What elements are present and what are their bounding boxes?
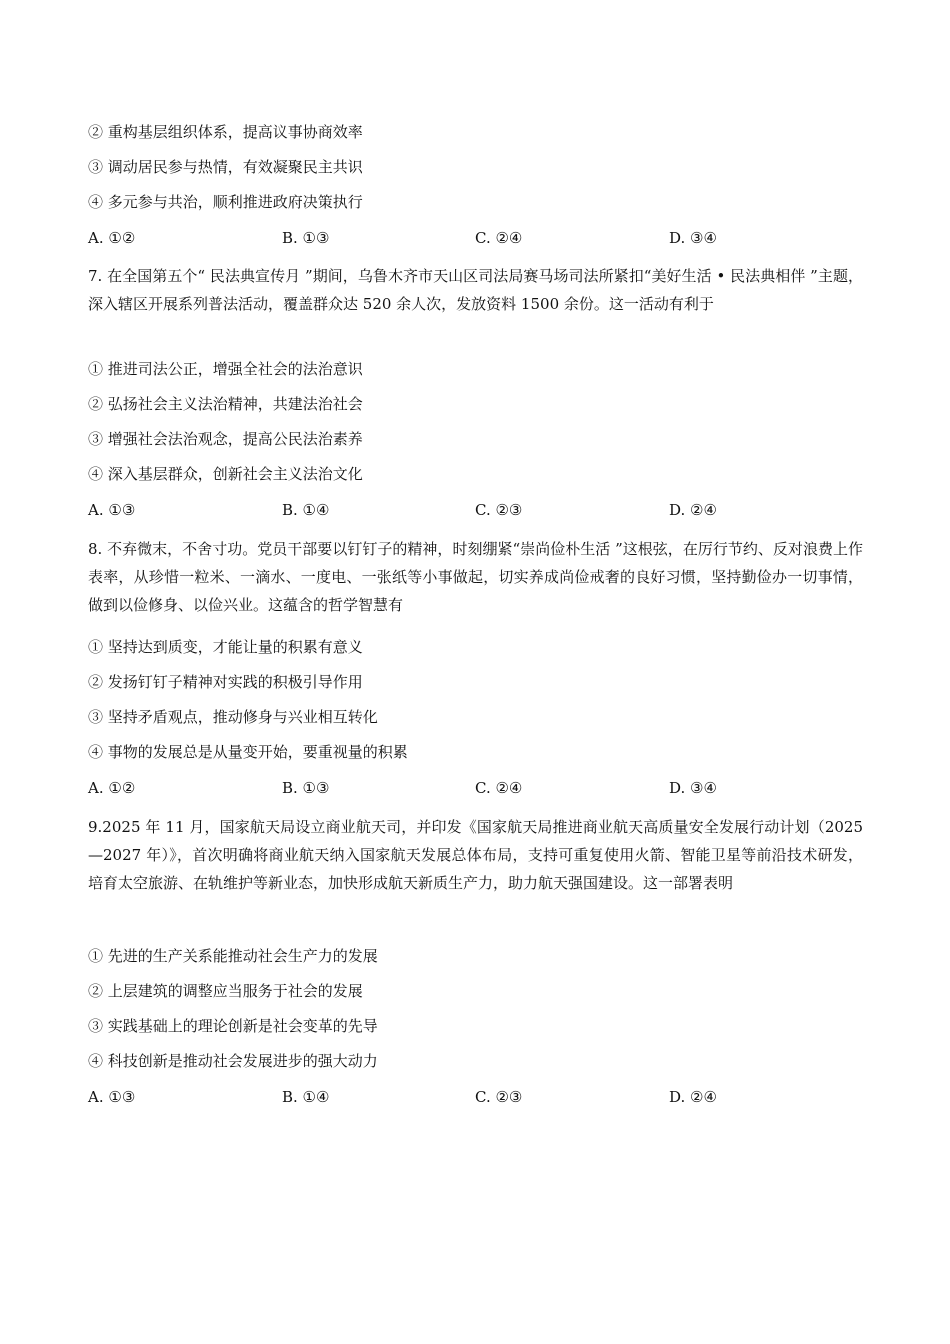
q9-item-4: ④ 科技创新是推动社会发展进步的强大动力 [88, 1052, 378, 1070]
q7-options [88, 500, 868, 520]
q6-item-2: ② 重构基层组织体系，提高议事协商效率 [88, 123, 363, 141]
q8-option-d: D. ③④ [669, 779, 717, 797]
q9-stem: 9.2025 年 11 月，国家航天局设立商业航天司，并印发《国家航天局推进商业航天高质量安全发展行动计划（2025—2027 年）》，首次明确将商业航天纳入国家航天发展总体布局，支持可重复使用火箭、智能卫星等前沿技术研发，培育太空旅游、在轨维护等新业态，加快形成航天新质生产力，助力航天强国建设。这一部署表明 [88, 818, 863, 892]
q7-option-c: C. ②③ [475, 501, 523, 519]
q7-stem: 7. 在全国第五个“ 民法典宣传月 ”期间，乌鲁木齐市天山区司法局赛马场司法所紧扣“美好生活 • 民法典相伴 ”主题，深入辖区开展系列普法活动，覆盖群众达 520 余人次，发放资料 1500 余份。这一活动有利于 [88, 267, 863, 313]
q8-stem: 8. 不弃微末，不舍寸功。党员干部要以钉钉子的精神，时刻绷紧“崇尚俭朴生活 ”这根弦，在厉行节约、反对浪费上作表率，从珍惜一粒米、一滴水、一度电、一张纸等小事做起，切实养成尚俭戒奢的良好习惯，坚持勤俭办一切事情，做到以俭修身、以俭兴业。这蕴含的哲学智慧有 [88, 540, 863, 614]
q6-option-b: B. ①③ [282, 229, 330, 247]
q9-item-2: ② 上层建筑的调整应当服务于社会的发展 [88, 982, 363, 1000]
q6-option-c: C. ②④ [475, 229, 523, 247]
q8-item-3: ③ 坚持矛盾观点，推动修身与兴业相互转化 [88, 708, 378, 726]
q7-item-2: ② 弘扬社会主义法治精神，共建法治社会 [88, 395, 363, 413]
q7-item-4: ④ 深入基层群众，创新社会主义法治文化 [88, 465, 363, 483]
q8-item-1: ① 坚持达到质变，才能让量的积累有意义 [88, 638, 363, 656]
q9-item-1: ① 先进的生产关系能推动社会生产力的发展 [88, 947, 378, 965]
q9-option-b: B. ①④ [282, 1088, 330, 1106]
q8-option-a: A. ①② [88, 779, 136, 797]
q7-item-1: ① 推进司法公正，增强全社会的法治意识 [88, 360, 363, 378]
q6-item-3: ③ 调动居民参与热情，有效凝聚民主共识 [88, 158, 363, 176]
q8-options [88, 778, 868, 798]
q7-option-d: D. ②④ [669, 501, 717, 519]
q6-option-d: D. ③④ [669, 229, 717, 247]
q6-item-4: ④ 多元参与共治，顺利推进政府决策执行 [88, 193, 363, 211]
q9-item-3: ③ 实践基础上的理论创新是社会变革的先导 [88, 1017, 378, 1035]
q7-item-3: ③ 增强社会法治观念，提高公民法治素养 [88, 430, 363, 448]
q6-options [88, 228, 868, 248]
q8-option-c: C. ②④ [475, 779, 523, 797]
q9-option-d: D. ②④ [669, 1088, 717, 1106]
q6-option-a: A. ①② [88, 229, 136, 247]
q7-option-a: A. ①③ [88, 501, 136, 519]
q8-item-2: ② 发扬钉钉子精神对实践的积极引导作用 [88, 673, 363, 691]
q8-option-b: B. ①③ [282, 779, 330, 797]
q9-option-a: A. ①③ [88, 1088, 136, 1106]
q9-options [88, 1087, 868, 1107]
q7-option-b: B. ①④ [282, 501, 330, 519]
q9-option-c: C. ②③ [475, 1088, 523, 1106]
q8-item-4: ④ 事物的发展总是从量变开始，要重视量的积累 [88, 743, 408, 761]
